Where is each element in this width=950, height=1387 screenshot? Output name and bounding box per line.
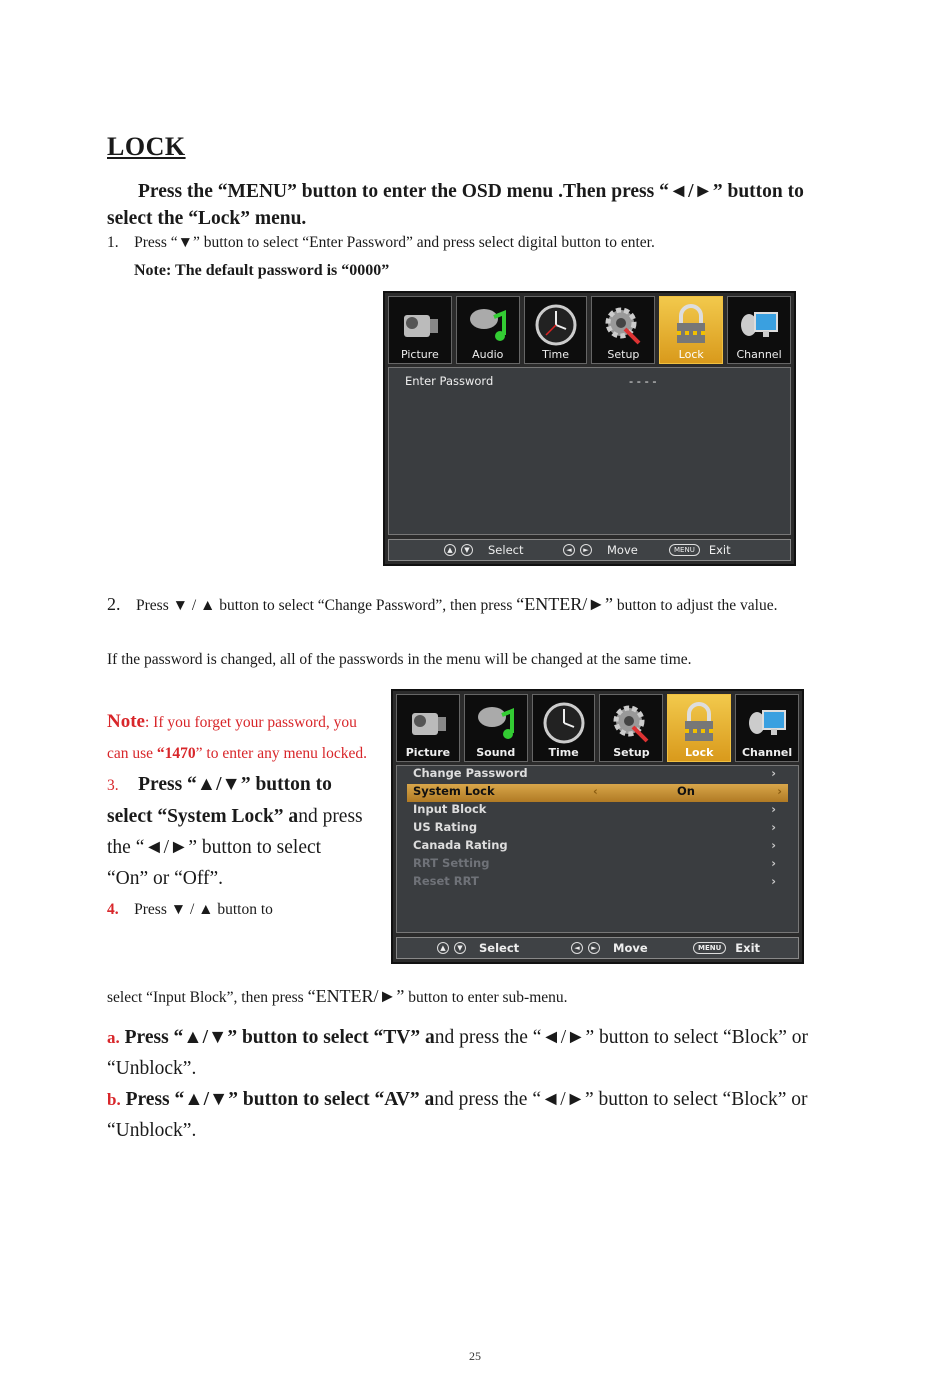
step-4-continued: select “Input Block”, then press “ENTER/►” button to enter sub-menu.: [107, 986, 568, 1006]
osd-menu-panel: [396, 765, 799, 933]
chevron-right-icon: ›: [771, 838, 776, 852]
up-icon: ▲: [437, 942, 449, 954]
chevron-right-icon: ›: [771, 820, 776, 834]
left-icon: ◄: [571, 942, 583, 954]
camcorder-icon: [398, 303, 442, 347]
system-lock-value: On: [677, 784, 695, 798]
menu-item-us-rating: US Rating ›: [413, 820, 776, 834]
satellite-tv-icon: [737, 303, 781, 347]
padlock-icon: [669, 303, 713, 347]
menu-item-system-lock: System Lock ‹ On ›: [407, 784, 788, 802]
chevron-right-icon: ›: [771, 856, 776, 870]
step-b: b. Press “▲/▼” button to select “AV” and press the “◄/►” button to select “Block” or “Unblock”.: [107, 1089, 808, 1141]
forgot-password-note: Note: If you forget your password, you can use “1470” to enter any menu locked.: [107, 711, 367, 762]
osd-tab-bar: [396, 694, 799, 762]
chevron-left-icon: ‹: [593, 784, 598, 798]
satellite-tv-icon: [745, 701, 789, 745]
left-icon: ◄: [563, 544, 575, 556]
tab-lock: Lock: [659, 296, 723, 364]
up-icon: ▲: [444, 544, 456, 556]
chevron-right-icon: ›: [771, 874, 776, 888]
osd-screen-enter-password: [383, 291, 796, 566]
page-heading: LOCK: [107, 132, 186, 161]
down-icon: ▼: [461, 544, 473, 556]
menu-item-reset-rrt: Reset RRT ›: [413, 874, 776, 888]
osd-tab-bar: [388, 296, 791, 364]
tab-setup: Setup: [591, 296, 655, 364]
step-1-text: Press “▼” button to select “Enter Password” and press select digital button to enter.: [134, 234, 655, 251]
tab-picture: Picture: [396, 694, 460, 762]
menu-key-icon: MENU: [669, 544, 700, 556]
gear-icon: [601, 303, 645, 347]
camcorder-icon: [406, 701, 450, 745]
gear-icon: [609, 701, 653, 745]
tab-time: Time: [532, 694, 596, 762]
right-icon: ►: [580, 544, 592, 556]
clock-icon: [542, 701, 586, 745]
password-value: - - - -: [629, 374, 657, 388]
right-icon: ►: [588, 942, 600, 954]
step-1-number: 1.: [107, 234, 119, 251]
menu-key-icon: MENU: [693, 942, 726, 954]
menu-item-canada-rating: Canada Rating ›: [413, 838, 776, 852]
chevron-right-icon: ›: [771, 802, 776, 816]
page-number: 25: [469, 1349, 481, 1363]
osd-screen-lock-menu: [391, 689, 804, 964]
tab-channel: Channel: [735, 694, 799, 762]
tab-time: Time: [524, 296, 588, 364]
step-3: 3. Press “▲/▼” button to select “System Lock” and press the “◄/►” button to select “On” or “Off”.: [107, 774, 363, 889]
default-password-note: Note: The default password is “0000”: [134, 262, 390, 279]
step-2: 2. Press ▼ / ▲ button to select “Change Password”, then press “ENTER/►” button to adjust the value.: [107, 594, 778, 614]
menu-item-input-block: Input Block ›: [413, 802, 776, 816]
step-2-note: If the password is changed, all of the passwords in the menu will be changed at the same time.: [107, 651, 692, 668]
tab-setup: Setup: [599, 694, 663, 762]
osd-footer-bar: ▲ ▼ Select ◄ ► Move MENU Exit: [396, 937, 799, 959]
padlock-icon: [677, 701, 721, 745]
menu-item-rrt-setting: RRT Setting ›: [413, 856, 776, 870]
clock-icon: [534, 303, 578, 347]
music-icon: [466, 303, 510, 347]
music-icon: [474, 701, 518, 745]
step-1: [107, 234, 655, 252]
osd-footer-bar: ▲ ▼ Select ◄ ► Move MENU Exit: [388, 539, 791, 561]
intro-paragraph: Press the “MENU” button to enter the OSD menu .Then press “◄/►” button to select the “Lock” menu.: [107, 181, 804, 229]
tab-channel: Channel: [727, 296, 791, 364]
tab-sound: Sound: [464, 694, 528, 762]
down-icon: ▼: [454, 942, 466, 954]
step-a: a. Press “▲/▼” button to select “TV” and press the “◄/►” button to select “Block” or “Unblock”.: [107, 1027, 809, 1079]
menu-item-change-password: Change Password ›: [413, 766, 776, 780]
tab-audio: Audio: [456, 296, 520, 364]
step-4: 4. Press ▼ / ▲ button to: [107, 901, 273, 918]
left-column: [107, 706, 367, 925]
osd-menu-panel: [388, 367, 791, 535]
chevron-right-icon: ›: [771, 766, 776, 780]
chevron-right-icon: ›: [777, 784, 782, 798]
menu-item-enter-password: Enter Password - - - -: [405, 374, 657, 388]
tab-lock: Lock: [667, 694, 731, 762]
tab-picture: Picture: [388, 296, 452, 364]
